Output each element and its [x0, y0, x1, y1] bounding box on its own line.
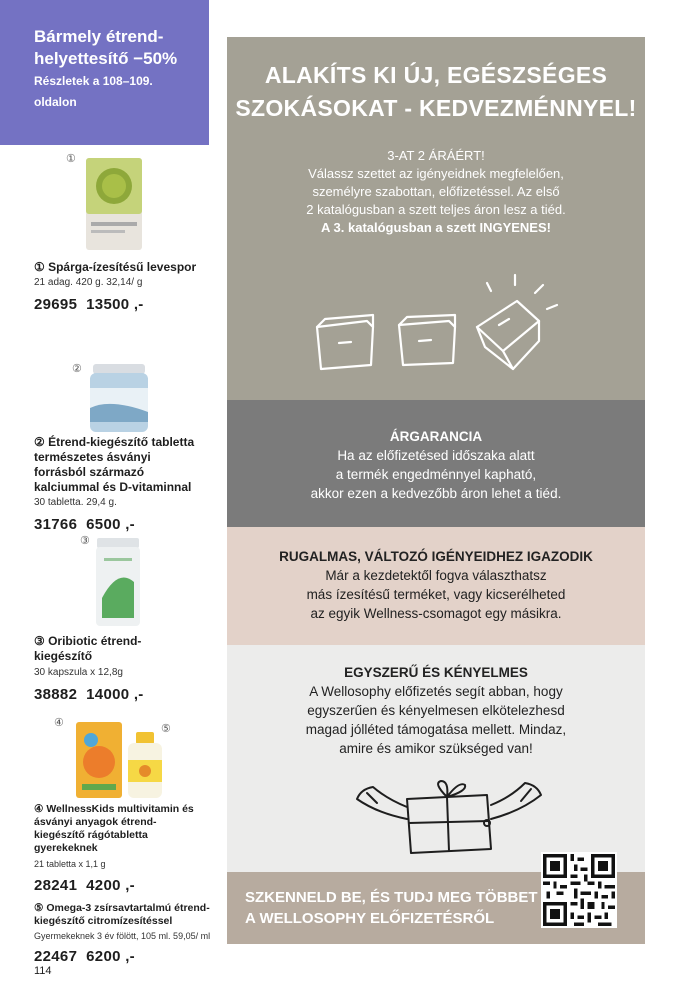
product-4-number: ④	[54, 717, 64, 729]
promo-badge	[0, 0, 209, 145]
cta-line: A WELLOSOPHY ELŐFIZETÉSRŐL	[245, 910, 495, 927]
offer-text	[227, 147, 645, 237]
product-3-title-line: ③ Oribiotic étrend-	[34, 634, 142, 648]
product-4-amount: 4200 ,-	[86, 877, 135, 894]
product-2-amount: 6500 ,-	[86, 516, 135, 533]
product-4-title-line: gyerekeknek	[34, 842, 98, 854]
product-1-image	[86, 158, 142, 250]
flexible-panel	[227, 527, 645, 645]
product-1-price	[34, 296, 144, 313]
product-3-amount: 14000 ,-	[86, 686, 144, 703]
qr-code-icon[interactable]	[541, 852, 617, 928]
flexible-line: Már a kezdetektől fogva választhatsz	[325, 568, 547, 583]
product-5-number: ⑤	[161, 723, 171, 735]
cta-text	[245, 887, 545, 929]
headline-line: ALAKÍTS KI ÚJ, EGÉSZSÉGES	[264, 62, 608, 88]
product-1-title-line: ① Spárga-ízesítésű levespor	[34, 260, 197, 274]
product-2-size	[34, 497, 234, 509]
product-4-title-line: ④ WellnessKids multivitamin és	[34, 803, 194, 815]
easy-line: magad jólléted támogatása mellett. Mindaz,	[305, 722, 567, 737]
product-2-size-line: 30 tabletta. 29,4 g.	[34, 497, 117, 508]
product-4-title-line: ásványi anyagok étrend-	[34, 816, 157, 828]
product-2-title	[34, 435, 224, 495]
product-2-number: ②	[72, 363, 82, 375]
easy-line: A Wellosophy előfizetés segít abban, hogy	[309, 684, 563, 699]
product-4-title	[34, 803, 224, 855]
offer-title: 3-AT 2 ÁRÁÉRT!	[387, 148, 485, 163]
easy-line: egyszerűen és kényelmesen elkötelezhesd	[307, 703, 565, 718]
product-4-price	[34, 877, 135, 894]
product-4-code: 28241	[34, 877, 78, 894]
product-2-image	[90, 364, 148, 432]
product-2-title-line: ② Étrend-kiegészítő tabletta	[34, 435, 195, 449]
offer-line: személyre szabottan, előfizetéssel. Az első	[312, 184, 560, 199]
product-1-code: 29695	[34, 296, 78, 313]
offer-line: 2 katalógusban a szett teljes áron lesz a tiéd.	[306, 202, 566, 217]
product-3-code: 38882	[34, 686, 78, 703]
cta-line: SZKENNELD BE, ÉS TUDJ MEG TÖBBET	[245, 889, 538, 906]
product-4-size	[34, 858, 234, 870]
product-3-number: ③	[80, 535, 90, 547]
product-5-code: 22467	[34, 948, 78, 965]
guarantee-line: akkor ezen a kedvezőbb áron lehet a tiéd.	[310, 486, 562, 501]
easy-panel	[227, 645, 645, 872]
product-5-title	[34, 902, 224, 928]
price-guarantee-panel	[227, 400, 645, 527]
flexible-title: RUGALMAS, VÁLTOZÓ IGÉNYEIDHEZ IGAZODIK	[279, 549, 593, 564]
product-1-amount: 13500 ,-	[86, 296, 144, 313]
product-3-price	[34, 686, 144, 703]
product-3-title-line: kiegészítő	[34, 649, 93, 663]
subscription-offer-panel	[227, 37, 645, 400]
flexible-line: az egyik Wellness-csomagot egy másikra.	[310, 606, 562, 621]
offer-free-line: A 3. katalógusban a szett INGYENES!	[321, 220, 551, 235]
product-2-title-line: kalciummal és D-vitaminnal	[34, 480, 192, 494]
product-1-number: ①	[66, 153, 76, 165]
product-5-price	[34, 948, 135, 965]
guarantee-line: a termék engedménnyel kapható,	[335, 467, 537, 482]
guarantee-title: ÁRGARANCIA	[389, 429, 483, 444]
promo-line-2: helyettesítő −50%	[34, 49, 178, 68]
product-5-size	[34, 930, 234, 942]
product-3-size	[34, 667, 234, 679]
product-1-size-line: 21 adag. 420 g. 32,14/ g	[34, 277, 143, 288]
gift-box-with-wings-icon	[347, 769, 547, 859]
promo-line-1: Bármely étrend-	[34, 27, 164, 46]
product-2-title-line: forrásból származó	[34, 465, 145, 479]
flexible-line: más ízesítésű terméket, vagy kicserélheted	[306, 587, 566, 602]
offer-line: Válassz szettet az igényeidnek megfelelően,	[308, 166, 564, 181]
guarantee-line: Ha az előfizetésed időszaka alatt	[337, 448, 535, 463]
product-2-code: 31766	[34, 516, 78, 533]
product-2-price	[34, 516, 135, 533]
product-5-title-line: ⑤ Omega-3 zsírsavtartalmú étrend-	[34, 902, 210, 914]
product-2-title-line: természetes ásványi	[34, 450, 151, 464]
product-4-size-line: 21 tabletta x 1,1 g	[34, 859, 106, 869]
promo-line-3: Részletek a 108–109.	[34, 74, 153, 88]
product-5-amount: 6200 ,-	[86, 948, 135, 965]
product-5-size-line: Gyermekeknek 3 év fölött, 105 ml. 59,05/ ml	[34, 931, 211, 941]
product-1-title	[34, 260, 224, 275]
product-3-title	[34, 634, 224, 664]
product-3-size-line: 30 kapszula x 12,8g	[34, 667, 123, 678]
headline-line: SZOKÁSOKAT - KEDVEZMÉNNYEL!	[235, 95, 637, 121]
product-3-image	[96, 538, 140, 626]
product-4-image	[76, 722, 122, 798]
product-4-title-line: kiegészítő rágótabletta	[34, 829, 148, 841]
product-1-size	[34, 277, 234, 289]
easy-title: EGYSZERŰ ÉS KÉNYELMES	[344, 665, 528, 680]
promo-line-4: oldalon	[34, 95, 77, 109]
product-5-image	[128, 732, 162, 798]
easy-line: amire és amikor szükséged van!	[339, 741, 533, 756]
product-5-title-line: kiegészítő citromízesítéssel	[34, 915, 173, 927]
page-number: 114	[34, 965, 52, 977]
box-icon	[307, 265, 577, 375]
headline	[227, 59, 645, 125]
